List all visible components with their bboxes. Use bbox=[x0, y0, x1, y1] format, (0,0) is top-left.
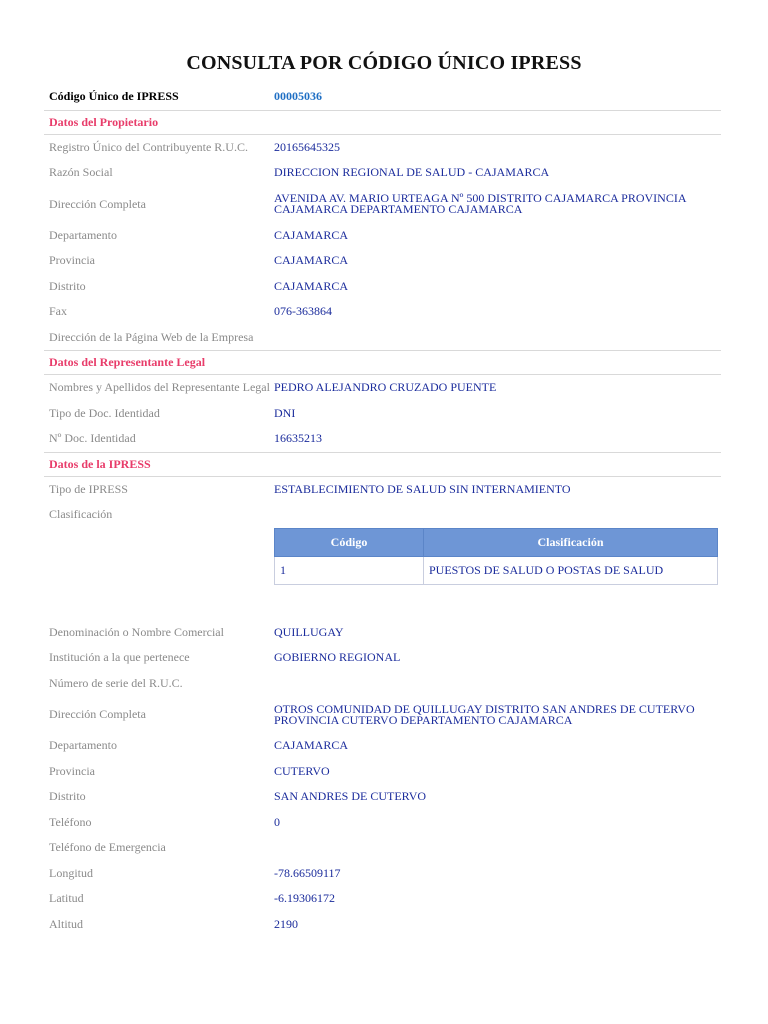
tipo-doc-label: Tipo de Doc. Identidad bbox=[49, 405, 160, 420]
propietario-distrito-row bbox=[44, 274, 721, 300]
ruc-row bbox=[44, 135, 721, 161]
ipress-departamento-value: CAJAMARCA bbox=[274, 738, 349, 753]
ipress-direccion-label: Dirección Completa bbox=[49, 707, 146, 721]
ipress-provincia-value: CUTERVO bbox=[274, 763, 330, 778]
propietario-direccion-label: Dirección Completa bbox=[49, 196, 146, 211]
latitud-row bbox=[44, 886, 721, 912]
clasificacion-table-wrap bbox=[274, 528, 718, 585]
longitud-value: -78.66509117 bbox=[274, 865, 341, 880]
codigo-label: Código Único de IPRESS bbox=[49, 89, 179, 104]
longitud-label: Longitud bbox=[49, 865, 93, 880]
col-header-codigo: Código bbox=[275, 528, 424, 556]
razon-social-row bbox=[44, 160, 721, 186]
tipo-ipress-label: Tipo de IPRESS bbox=[49, 481, 128, 496]
propietario-distrito-value: CAJAMARCA bbox=[274, 278, 349, 293]
razon-social-label: Razón Social bbox=[49, 165, 113, 180]
ipress-provincia-label: Provincia bbox=[49, 763, 95, 778]
tipo-ipress-row bbox=[44, 477, 721, 503]
tipo-ipress-value: ESTABLECIMIENTO DE SALUD SIN INTERNAMIENTO bbox=[274, 481, 571, 496]
representante-nombres-row bbox=[44, 375, 721, 401]
web-label: Dirección de la Página Web de la Empresa bbox=[49, 329, 254, 344]
num-doc-value: 16635213 bbox=[274, 431, 322, 446]
representante-nombres-value: PEDRO ALEJANDRO CRUZADO PUENTE bbox=[274, 380, 497, 395]
propietario-provincia-value: CAJAMARCA bbox=[274, 253, 349, 268]
page-title: CONSULTA POR CÓDIGO ÚNICO IPRESS bbox=[186, 52, 582, 74]
propietario-departamento-label: Departamento bbox=[49, 227, 117, 242]
table-row bbox=[275, 556, 718, 584]
razon-social-value: DIRECCION REGIONAL DE SALUD - CAJAMARCA bbox=[274, 165, 550, 180]
codigo-value: 00005036 bbox=[274, 89, 322, 104]
ipress-provincia-row bbox=[44, 759, 721, 785]
denominacion-row bbox=[44, 620, 721, 646]
fax-value: 076-363864 bbox=[274, 304, 332, 319]
altitud-value: 2190 bbox=[274, 916, 298, 931]
propietario-provincia-row bbox=[44, 248, 721, 274]
num-doc-row bbox=[44, 426, 721, 452]
num-doc-label: Nº Doc. Identidad bbox=[49, 431, 136, 446]
tipo-doc-value: DNI bbox=[274, 405, 296, 420]
cell-clasificacion: PUESTOS DE SALUD O POSTAS DE SALUD bbox=[424, 556, 718, 584]
telefono-row bbox=[44, 810, 721, 836]
cell-codigo: 1 bbox=[275, 556, 424, 584]
section-representante: Datos del Representante Legal bbox=[44, 350, 721, 375]
telefono-value: 0 bbox=[274, 814, 280, 829]
ruc-label: Registro Único del Contribuyente R.U.C. bbox=[49, 139, 248, 154]
ipress-distrito-label: Distrito bbox=[49, 789, 86, 804]
section-propietario: Datos del Propietario bbox=[44, 110, 721, 135]
propietario-departamento-value: CAJAMARCA bbox=[274, 227, 349, 242]
representante-nombres-label: Nombres y Apellidos del Representante Legal bbox=[49, 380, 270, 395]
clasificacion-label: Clasificación bbox=[49, 507, 113, 522]
latitud-value: -6.19306172 bbox=[274, 891, 335, 906]
serie-ruc-row bbox=[44, 671, 721, 697]
altitud-label: Altitud bbox=[49, 916, 84, 931]
altitud-row bbox=[44, 912, 721, 938]
section-ipress: Datos de la IPRESS bbox=[44, 452, 721, 477]
fax-row bbox=[44, 299, 721, 325]
clasificacion-table bbox=[274, 528, 718, 585]
col-header-clasificacion: Clasificación bbox=[424, 528, 718, 556]
institucion-label: Institución a la que pertenece bbox=[49, 650, 190, 665]
ipress-details bbox=[44, 84, 721, 937]
codigo-row bbox=[44, 84, 721, 110]
clasificacion-row bbox=[44, 502, 721, 528]
ipress-distrito-value: SAN ANDRES DE CUTERVO bbox=[274, 789, 427, 804]
propietario-provincia-label: Provincia bbox=[49, 253, 95, 268]
emergencia-label: Teléfono de Emergencia bbox=[49, 840, 166, 855]
web-row bbox=[44, 325, 721, 351]
ipress-departamento-label: Departamento bbox=[49, 738, 117, 753]
ipress-direccion-value: OTROS COMUNIDAD DE QUILLUGAY DISTRITO SAN ANDRES DE CUTERVO PROVINCIA CUTERVO DEPARTAMENTO CAJAMARCA bbox=[274, 701, 695, 727]
emergencia-row bbox=[44, 835, 721, 861]
ipress-departamento-row bbox=[44, 733, 721, 759]
propietario-departamento-row bbox=[44, 223, 721, 249]
propietario-distrito-label: Distrito bbox=[49, 278, 86, 293]
denominacion-value: QUILLUGAY bbox=[274, 624, 344, 639]
propietario-direccion-value: AVENIDA AV. MARIO URTEAGA Nº 500 DISTRITO CAJAMARCA PROVINCIA CAJAMARCA DEPARTAMENTO CAJAMARCA bbox=[274, 191, 686, 216]
longitud-row bbox=[44, 861, 721, 887]
propietario-direccion-row bbox=[44, 186, 721, 223]
ipress-direccion-row bbox=[44, 696, 721, 733]
serie-ruc-label: Número de serie del R.U.C. bbox=[49, 675, 183, 690]
latitud-label: Latitud bbox=[49, 891, 84, 906]
denominacion-label: Denominación o Nombre Comercial bbox=[49, 624, 224, 639]
ipress-distrito-row bbox=[44, 784, 721, 810]
tipo-doc-row bbox=[44, 401, 721, 427]
clasificacion-table-header bbox=[275, 528, 718, 556]
institucion-value: GOBIERNO REGIONAL bbox=[274, 650, 401, 665]
ruc-value: 20165645325 bbox=[274, 139, 340, 154]
telefono-label: Teléfono bbox=[49, 814, 92, 829]
fax-label: Fax bbox=[49, 304, 67, 319]
institucion-row bbox=[44, 645, 721, 671]
